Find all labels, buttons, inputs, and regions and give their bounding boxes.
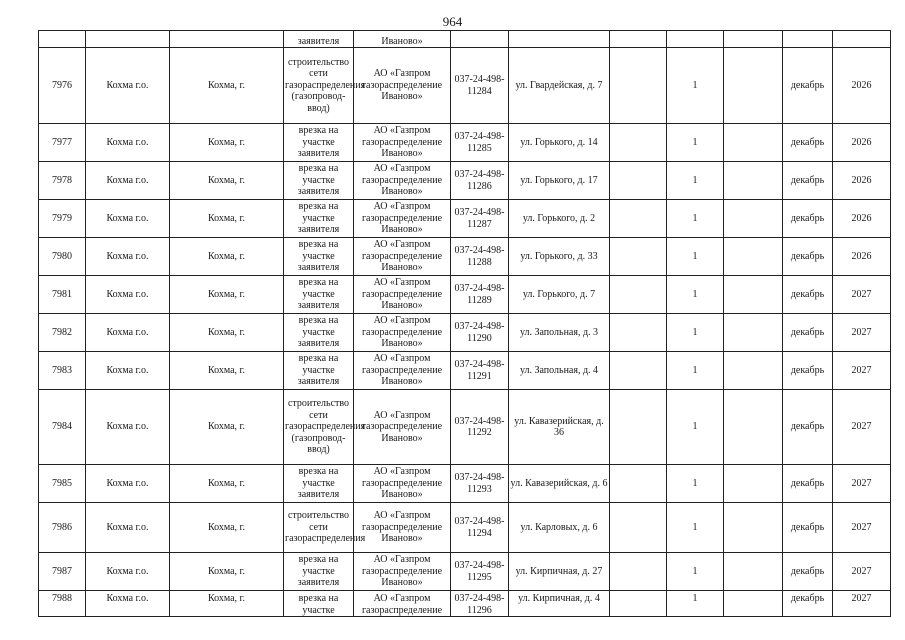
cell-qty: 1 [667,238,724,276]
cell-code: 037-24-498-11287 [451,200,509,238]
cell-empty [724,276,783,314]
cell-address: ул. Кирпичная, д. 27 [509,553,610,591]
cell-qty: 1 [667,591,724,617]
cell-locality: Кохма, г. [170,503,284,553]
cell-address: ул. Горького, д. 17 [509,162,610,200]
cell-empty [610,314,667,352]
continuation-row [39,31,891,48]
cell-district: Кохма г.о. [86,162,170,200]
cell-address: ул. Гвардейская, д. 7 [509,48,610,124]
cell-org: АО «Газпром газораспределение Иваново» [354,124,451,162]
table-row [39,591,891,617]
cell-year: 2027 [833,276,891,314]
cell-num: 7983 [39,352,86,390]
cell-district: Кохма г.о. [86,553,170,591]
cell-code: 037-24-498-11286 [451,162,509,200]
cell-empty [724,48,783,124]
cell-year: 2026 [833,162,891,200]
cell-empty [724,553,783,591]
cell-work: врезка на участке заявителя [284,200,354,238]
cell-qty: 1 [667,124,724,162]
table-row [39,503,891,553]
cell-locality: Кохма, г. [170,465,284,503]
cell-empty [610,465,667,503]
cell-num: 7981 [39,276,86,314]
cell-empty [724,503,783,553]
cell-month: декабрь [783,238,833,276]
cell-empty [724,124,783,162]
cell-address: ул. Запольная, д. 3 [509,314,610,352]
cell-locality: Кохма, г. [170,200,284,238]
cell-num: 7985 [39,465,86,503]
cell-year: 2027 [833,465,891,503]
cell-district: Кохма г.о. [86,465,170,503]
cell-qty: 1 [667,314,724,352]
cell-year: 2026 [833,124,891,162]
table-row [39,124,891,162]
cell-qty: 1 [667,553,724,591]
cell-empty [610,352,667,390]
cell-code: 037-24-498-11295 [451,553,509,591]
page-number: 964 [442,14,463,29]
table-row [39,48,891,124]
cell-work: строительство сети газораспределения (газопровод-ввод) [284,390,354,465]
table-row [39,390,891,465]
cell-empty [610,390,667,465]
cell-work: врезка на участке заявителя [284,352,354,390]
cell-locality: Кохма, г. [170,390,284,465]
cell-empty [610,553,667,591]
cell-locality: Кохма, г. [170,48,284,124]
cell-work: врезка на участке заявителя [284,553,354,591]
cell-code [451,31,509,48]
cell-work: врезка на участке заявителя [284,465,354,503]
table-row [39,352,891,390]
cell-qty [667,31,724,48]
cell-district: Кохма г.о. [86,238,170,276]
cell-district: Кохма г.о. [86,591,170,617]
cell-empty [610,31,667,48]
cell-address: ул. Горького, д. 14 [509,124,610,162]
cell-num: 7978 [39,162,86,200]
cell-empty [610,48,667,124]
cell-org: АО «Газпром газораспределение Иваново» [354,314,451,352]
cell-district: Кохма г.о. [86,48,170,124]
table-row [39,200,891,238]
cell-work: врезка на участке заявителя [284,162,354,200]
cell-qty: 1 [667,390,724,465]
cell-address: ул. Кавазерийская, д. 36 [509,390,610,465]
cell-address: ул. Горького, д. 2 [509,200,610,238]
cell-month: декабрь [783,352,833,390]
cell-month: декабрь [783,314,833,352]
cell-empty [724,200,783,238]
cell-empty [724,390,783,465]
cell-code: 037-24-498-11290 [451,314,509,352]
cell-address: ул. Горького, д. 7 [509,276,610,314]
cell-work: врезка на участке [284,591,354,617]
cell-qty: 1 [667,200,724,238]
cell-year: 2027 [833,591,891,617]
cell-empty [610,162,667,200]
cell-month: декабрь [783,390,833,465]
cell-code: 037-24-498-11288 [451,238,509,276]
cell-month: декабрь [783,200,833,238]
cell-year: 2027 [833,390,891,465]
cell-work: врезка на участке заявителя [284,314,354,352]
cell-month: декабрь [783,48,833,124]
cell-org: АО «Газпром газораспределение Иваново» [354,238,451,276]
cell-address: ул. Горького, д. 33 [509,238,610,276]
cell-qty: 1 [667,352,724,390]
cell-num: 7984 [39,390,86,465]
cell-code: 037-24-498-11291 [451,352,509,390]
table-row [39,465,891,503]
cell-address: ул. Карловых, д. 6 [509,503,610,553]
cell-org: АО «Газпром газораспределение Иваново» [354,390,451,465]
cell-month: декабрь [783,276,833,314]
table-row [39,314,891,352]
cell-month: декабрь [783,465,833,503]
cell-year: 2026 [833,48,891,124]
table-row [39,553,891,591]
cell-org: АО «Газпром газораспределение Иваново» [354,48,451,124]
cell-year [833,31,891,48]
cell-locality: Кохма, г. [170,238,284,276]
cell-locality: Кохма, г. [170,162,284,200]
cell-org: АО «Газпром газораспределение Иваново» [354,503,451,553]
cell-district: Кохма г.о. [86,352,170,390]
cell-code: 037-24-498-11285 [451,124,509,162]
cell-code: 037-24-498-11294 [451,503,509,553]
cell-code: 037-24-498-11293 [451,465,509,503]
cell-month: декабрь [783,124,833,162]
cell-empty [610,124,667,162]
cell-district: Кохма г.о. [86,200,170,238]
cell-locality: Кохма, г. [170,591,284,617]
cell-year: 2027 [833,503,891,553]
cell-qty: 1 [667,465,724,503]
cell-empty [724,352,783,390]
cell-month: декабрь [783,162,833,200]
cell-empty [724,31,783,48]
cell-qty: 1 [667,48,724,124]
cell-code: 037-24-498-11289 [451,276,509,314]
cell-month: декабрь [783,503,833,553]
cell-empty [610,200,667,238]
cell-org: АО «Газпром газораспределение Иваново» [354,553,451,591]
cell-num: 7977 [39,124,86,162]
cell-work: врезка на участке заявителя [284,276,354,314]
cell-work: врезка на участке заявителя [284,238,354,276]
cell-empty [724,465,783,503]
cell-empty [724,162,783,200]
cell-qty: 1 [667,503,724,553]
cell-district: Кохма г.о. [86,503,170,553]
cell-locality: Кохма, г. [170,124,284,162]
cell-org: АО «Газпром газораспределение Иваново» [354,352,451,390]
cell-address: ул. Кирпичная, д. 4 [509,591,610,617]
cell-district [86,31,170,48]
cell-code: 037-24-498-11296 [451,591,509,617]
cell-num: 7987 [39,553,86,591]
cell-num [39,31,86,48]
cell-locality: Кохма, г. [170,352,284,390]
cell-work: строительство сети газораспределения (газопровод-ввод) [284,48,354,124]
cell-code: 037-24-498-11292 [451,390,509,465]
cell-month: декабрь [783,553,833,591]
cell-empty [610,591,667,617]
cell-year: 2027 [833,352,891,390]
cell-empty [610,503,667,553]
cell-locality: Кохма, г. [170,553,284,591]
cell-num: 7988 [39,591,86,617]
cell-month: декабрь [783,591,833,617]
cell-locality [170,31,284,48]
cell-month [783,31,833,48]
cell-num: 7980 [39,238,86,276]
cell-org: АО «Газпром газораспределение Иваново» [354,276,451,314]
cell-org: АО «Газпром газораспределение Иваново» [354,162,451,200]
cell-locality: Кохма, г. [170,314,284,352]
cell-work: врезка на участке заявителя [284,124,354,162]
data-table [38,30,891,617]
cell-work: заявителя [284,31,354,48]
cell-num: 7979 [39,200,86,238]
cell-num: 7982 [39,314,86,352]
cell-empty [724,314,783,352]
cell-district: Кохма г.о. [86,276,170,314]
cell-org: АО «Газпром газораспределение Иваново» [354,465,451,503]
cell-address: ул. Кавазерийская, д. 6 [509,465,610,503]
cell-work: строительство сети газораспределения [284,503,354,553]
cell-year: 2026 [833,200,891,238]
cell-year: 2026 [833,238,891,276]
cell-num: 7986 [39,503,86,553]
table-row [39,238,891,276]
cell-district: Кохма г.о. [86,314,170,352]
cell-empty [610,238,667,276]
cell-org: АО «Газпром газораспределение Иваново» [354,200,451,238]
cell-empty [610,276,667,314]
cell-locality: Кохма, г. [170,276,284,314]
cell-empty [724,591,783,617]
cell-org: Иваново» [354,31,451,48]
cell-address [509,31,610,48]
cell-year: 2027 [833,314,891,352]
cell-qty: 1 [667,276,724,314]
cell-district: Кохма г.о. [86,390,170,465]
cell-num: 7976 [39,48,86,124]
cell-district: Кохма г.о. [86,124,170,162]
cell-code: 037-24-498-11284 [451,48,509,124]
table-row [39,276,891,314]
cell-address: ул. Запольная, д. 4 [509,352,610,390]
cell-empty [724,238,783,276]
cell-year: 2027 [833,553,891,591]
cell-qty: 1 [667,162,724,200]
table-row [39,162,891,200]
cell-org: АО «Газпром газораспределение [354,591,451,617]
